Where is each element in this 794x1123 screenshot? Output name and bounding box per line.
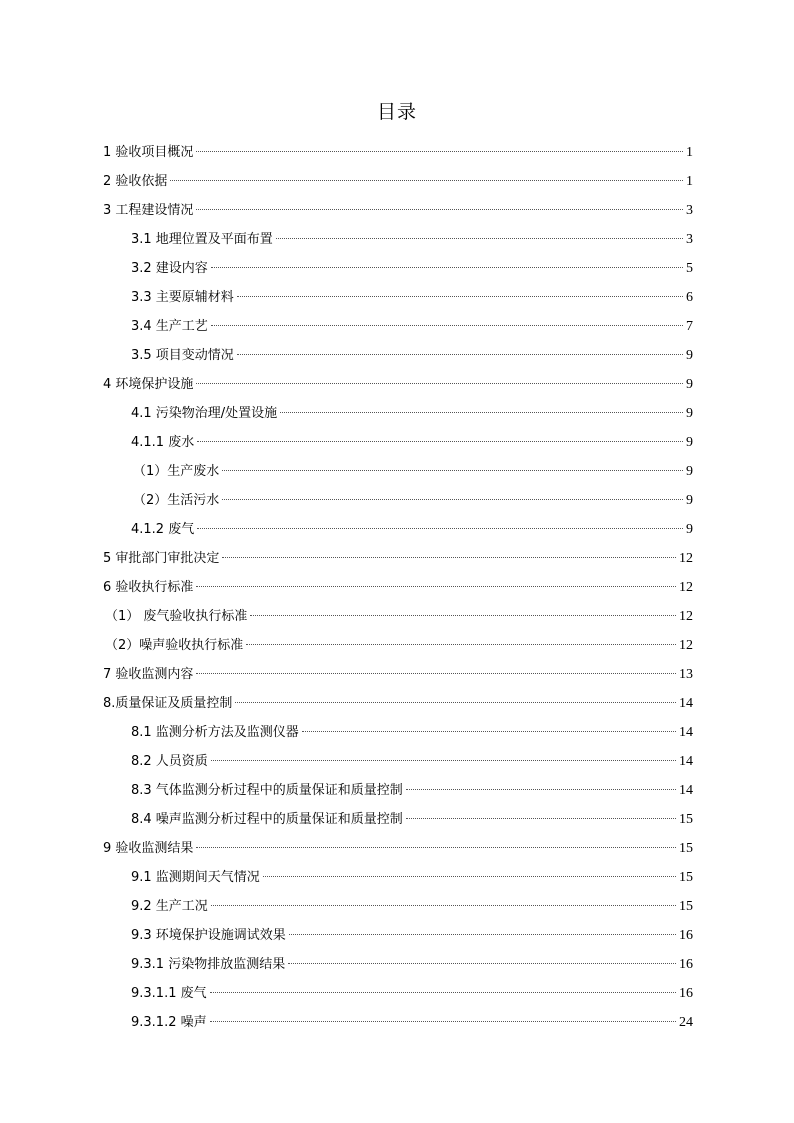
dot-leader xyxy=(237,353,683,355)
toc-entry-title: （1）生产废水 xyxy=(133,464,220,479)
toc-entry-title: 9.3.1 污染物排放监测结果 xyxy=(131,957,286,972)
toc-entry-title: 9.3 环境保护设施调试效果 xyxy=(131,928,286,943)
toc-entry[interactable] xyxy=(131,227,693,256)
toc-entry[interactable] xyxy=(103,575,693,604)
dot-leader xyxy=(263,875,676,877)
dot-leader xyxy=(222,556,676,558)
toc-entry[interactable] xyxy=(103,691,693,720)
toc-entry-page-number: 1 xyxy=(686,145,693,160)
toc-entry-page-number: 13 xyxy=(679,667,693,682)
dot-leader xyxy=(289,933,676,935)
toc-entry-title: 4.1.1 废水 xyxy=(131,435,195,450)
toc-entry-page-number: 14 xyxy=(679,754,693,769)
toc-entry-page-number: 14 xyxy=(679,783,693,798)
toc-entry-page-number: 9 xyxy=(686,464,693,479)
dot-leader xyxy=(196,382,683,384)
toc-entry-page-number: 12 xyxy=(679,609,693,624)
dot-leader xyxy=(197,440,683,442)
toc-entry-title: 3.5 项目变动情况 xyxy=(131,348,234,363)
toc-entry-title: 8.4 噪声监测分析过程中的质量保证和质量控制 xyxy=(131,812,403,827)
toc-entry[interactable] xyxy=(133,459,693,488)
dot-leader xyxy=(222,469,683,471)
toc-entry[interactable] xyxy=(131,517,693,546)
toc-entry-page-number: 15 xyxy=(679,899,693,914)
dot-leader xyxy=(210,991,676,993)
toc-entry[interactable] xyxy=(103,546,693,575)
dot-leader xyxy=(406,788,676,790)
toc-entry[interactable] xyxy=(131,749,693,778)
dot-leader xyxy=(211,324,683,326)
dot-leader xyxy=(196,208,683,210)
toc-entry-title: 8.2 人员资质 xyxy=(131,754,208,769)
toc-entry-title: 9.3.1.2 噪声 xyxy=(131,1015,207,1030)
toc-entry[interactable] xyxy=(131,923,693,952)
toc-entry-title: 3.1 地理位置及平面布置 xyxy=(131,232,273,247)
toc-entry[interactable] xyxy=(105,604,693,633)
toc-entry-page-number: 5 xyxy=(686,261,693,276)
toc-entry[interactable] xyxy=(131,314,693,343)
toc-entry-title: 7 验收监测内容 xyxy=(103,667,194,682)
toc-entry-page-number: 9 xyxy=(686,377,693,392)
toc-entry[interactable] xyxy=(131,981,693,1010)
toc-entry-title: 3.3 主要原辅材料 xyxy=(131,290,234,305)
dot-leader xyxy=(196,846,676,848)
dot-leader xyxy=(170,179,683,181)
toc-entry-title: 8.1 监测分析方法及监测仪器 xyxy=(131,725,299,740)
toc-entry[interactable] xyxy=(131,1010,693,1039)
toc-entry-title: 3 工程建设情况 xyxy=(103,203,194,218)
dot-leader xyxy=(276,237,683,239)
toc-entry-title: （2）噪声验收执行标准 xyxy=(105,638,244,653)
dot-leader xyxy=(211,759,676,761)
toc-entry[interactable] xyxy=(103,198,693,227)
dot-leader xyxy=(196,150,683,152)
toc-entry-page-number: 12 xyxy=(679,580,693,595)
toc-entry-page-number: 9 xyxy=(686,348,693,363)
dot-leader xyxy=(211,266,683,268)
table-of-contents xyxy=(0,140,794,1039)
toc-entry-page-number: 1 xyxy=(686,174,693,189)
toc-entry[interactable] xyxy=(103,662,693,691)
toc-entry[interactable] xyxy=(131,343,693,372)
toc-entry-title: （1） 废气验收执行标准 xyxy=(105,609,248,624)
toc-entry-page-number: 14 xyxy=(679,696,693,711)
toc-entry-page-number: 15 xyxy=(679,812,693,827)
toc-entry-title: 4.1.2 废气 xyxy=(131,522,195,537)
toc-entry-page-number: 7 xyxy=(686,319,693,334)
dot-leader xyxy=(288,962,676,964)
toc-entry-title: 4.1 污染物治理/处置设施 xyxy=(131,406,278,421)
toc-entry-title: 2 验收依据 xyxy=(103,174,168,189)
dot-leader xyxy=(302,730,676,732)
toc-entry-title: （2）生活污水 xyxy=(133,493,220,508)
toc-entry-page-number: 6 xyxy=(686,290,693,305)
toc-entry[interactable] xyxy=(103,140,693,169)
toc-entry-page-number: 12 xyxy=(679,638,693,653)
toc-entry[interactable] xyxy=(105,633,693,662)
toc-entry[interactable] xyxy=(131,720,693,749)
toc-entry-page-number: 15 xyxy=(679,841,693,856)
toc-entry-page-number: 3 xyxy=(686,232,693,247)
toc-entry[interactable] xyxy=(131,401,693,430)
toc-entry[interactable] xyxy=(131,865,693,894)
toc-entry[interactable] xyxy=(131,285,693,314)
toc-entry[interactable] xyxy=(131,256,693,285)
toc-entry-title: 4 环境保护设施 xyxy=(103,377,194,392)
toc-entry[interactable] xyxy=(131,952,693,981)
dot-leader xyxy=(280,411,683,413)
toc-entry-title: 3.4 生产工艺 xyxy=(131,319,208,334)
toc-entry-title: 5 审批部门审批决定 xyxy=(103,551,220,566)
dot-leader xyxy=(210,1020,676,1022)
toc-entry-page-number: 3 xyxy=(686,203,693,218)
toc-entry-page-number: 9 xyxy=(686,522,693,537)
toc-entry-title: 1 验收项目概况 xyxy=(103,145,194,160)
dot-leader xyxy=(211,904,676,906)
toc-entry-title: 3.2 建设内容 xyxy=(131,261,208,276)
toc-entry-title: 9.1 监测期间天气情况 xyxy=(131,870,260,885)
dot-leader xyxy=(406,817,676,819)
toc-entry[interactable] xyxy=(103,836,693,865)
toc-entry[interactable] xyxy=(131,778,693,807)
toc-entry[interactable] xyxy=(131,430,693,459)
dot-leader xyxy=(237,295,683,297)
toc-entry-title: 9.2 生产工况 xyxy=(131,899,208,914)
toc-title: 目录 xyxy=(376,101,417,123)
toc-entry-page-number: 16 xyxy=(679,928,693,943)
toc-entry[interactable] xyxy=(131,807,693,836)
toc-entry-page-number: 14 xyxy=(679,725,693,740)
dot-leader xyxy=(235,701,676,703)
dot-leader xyxy=(197,527,683,529)
toc-entry[interactable] xyxy=(103,372,693,401)
dot-leader xyxy=(196,672,676,674)
toc-entry-page-number: 9 xyxy=(686,493,693,508)
toc-entry-page-number: 9 xyxy=(686,406,693,421)
toc-entry-title: 8.3 气体监测分析过程中的质量保证和质量控制 xyxy=(131,783,403,798)
toc-entry-title: 9.3.1.1 废气 xyxy=(131,986,207,1001)
toc-entry[interactable] xyxy=(131,894,693,923)
dot-leader xyxy=(246,643,676,645)
toc-entry-page-number: 16 xyxy=(679,957,693,972)
toc-entry-page-number: 15 xyxy=(679,870,693,885)
toc-entry-page-number: 12 xyxy=(679,551,693,566)
toc-entry-page-number: 16 xyxy=(679,986,693,1001)
toc-entry-title: 6 验收执行标准 xyxy=(103,580,194,595)
toc-entry[interactable] xyxy=(133,488,693,517)
dot-leader xyxy=(222,498,683,500)
dot-leader xyxy=(196,585,676,587)
dot-leader xyxy=(250,614,676,616)
toc-entry[interactable] xyxy=(103,169,693,198)
toc-entry-title: 8.质量保证及质量控制 xyxy=(103,696,233,711)
toc-entry-title: 9 验收监测结果 xyxy=(103,841,194,856)
toc-entry-page-number: 9 xyxy=(686,435,693,450)
toc-entry-page-number: 24 xyxy=(679,1015,693,1030)
